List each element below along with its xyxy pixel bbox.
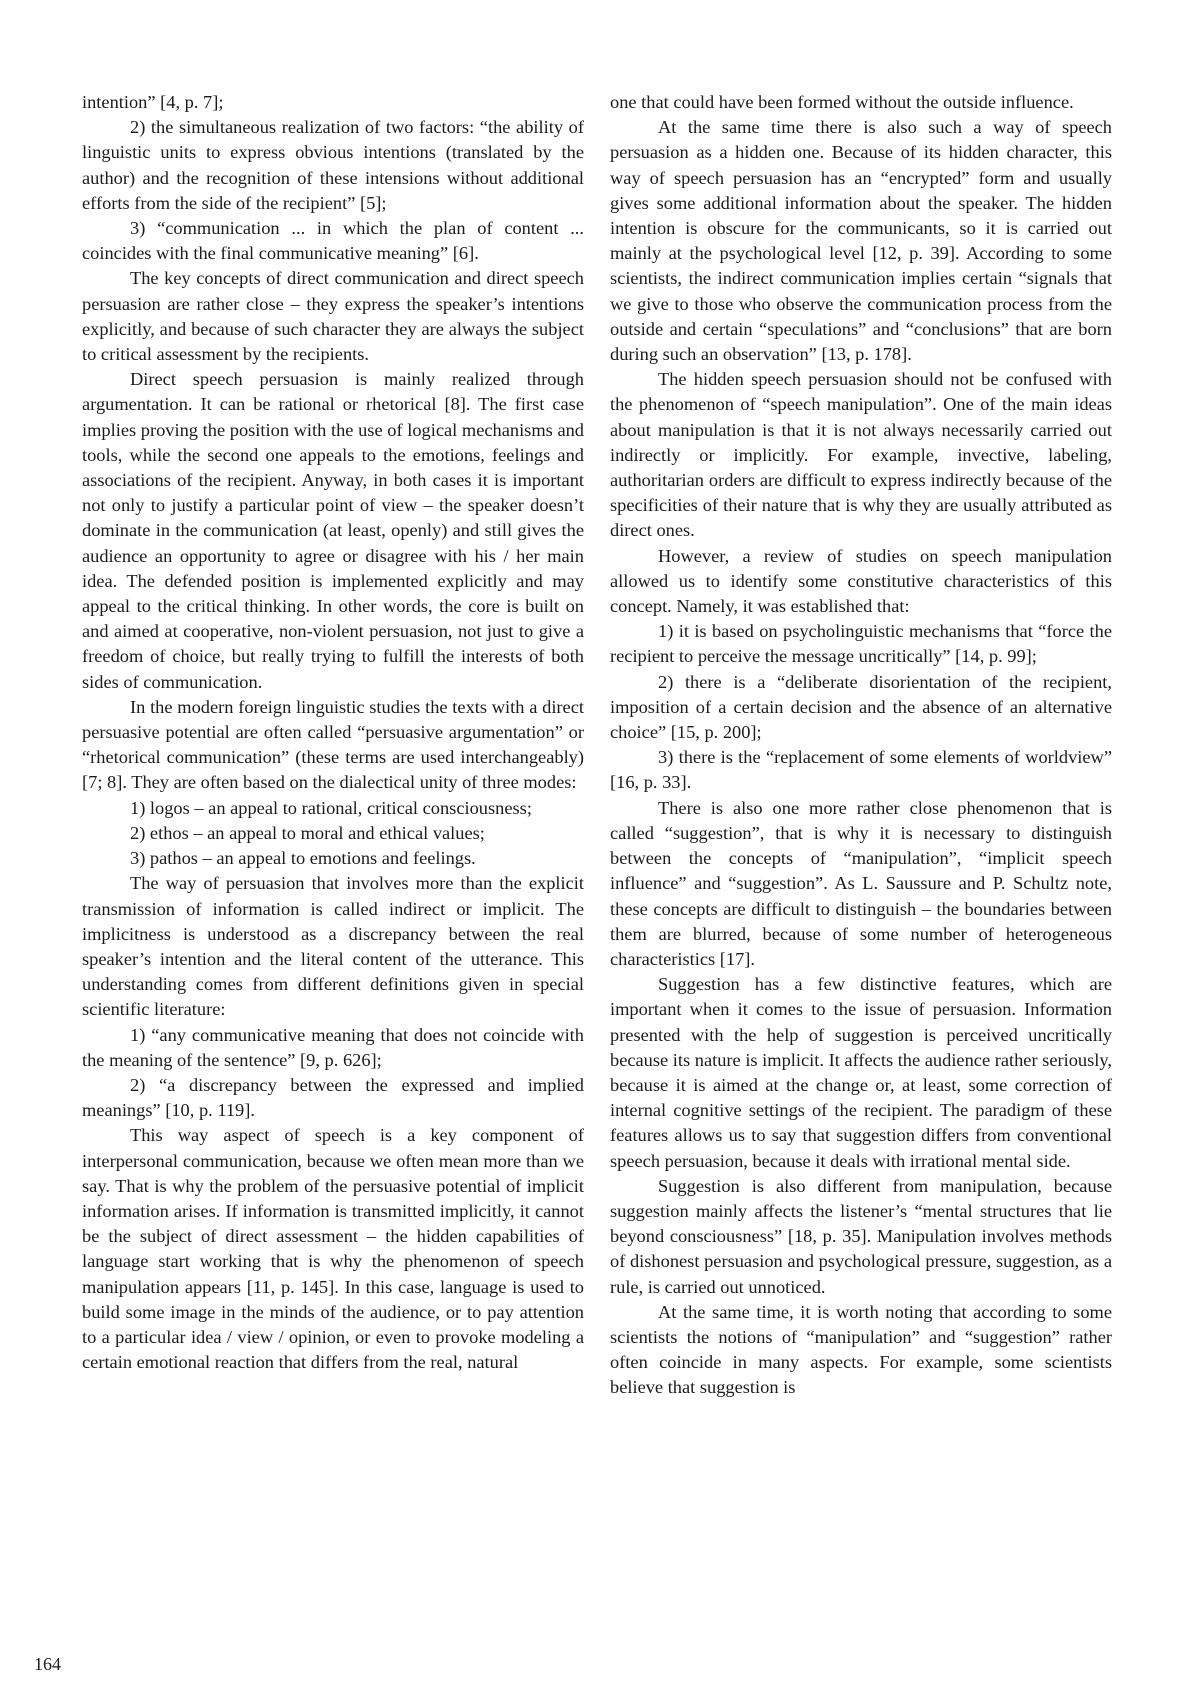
paragraph: This way aspect of speech is a key component of interpersonal communication, because we often mean more than we say. That is why the problem of the persuasive potential of implicit information arises. If information is transmitted implicitly, it cannot be the subject of direct assessment – the hidden capabilities of language start working that is why the phenomenon of speech manipulation appears [11, p. 145]. In this case, language is used to build some image in the minds of the audience, or to pay attention to a particular idea / view / opinion, or even to provoke modeling a certain emotional reaction that differs from the real, natural bbox=[82, 1125, 584, 1373]
list-item: 1) logos – an appeal to rational, critical consciousness; bbox=[130, 797, 532, 818]
paragraph: 3) “communication ... in which the plan of content ... coincides with the final communicative meaning” [6]. bbox=[82, 218, 584, 264]
paragraph: Direct speech persuasion is mainly realized through argumentation. It can be rational or rhetorical [8]. The first case implies proving the position with the use of logical mechanisms and tools, while the second one appeals to the emotions, feelings and associations of the recipient. Anyway, in both cases it is important not only to justify a particular point of view – the speaker doesn’t dominate in the communication (at least, openly) and still gives the audience an opportunity to agree or disagree with his / her main idea. The defended position is implemented explicitly and may appeal to the critical thinking. In other words, the core is built on and aimed at cooperative, non-violent persuasion, not just to give a freedom of choice, but really trying to fulfill the interests of both sides of communication. bbox=[82, 369, 584, 692]
list-item: 3) there is the “replacement of some elements of worldview” [16, p. 33]. bbox=[610, 747, 1112, 793]
paragraph: The hidden speech persuasion should not be confused with the phenomenon of “speech manipulation”. One of the main ideas about manipulation is that it is not always necessarily carried out indirectly or implicitly. For example, invective, labeling, authoritarian orders are difficult to express indirectly because of the specificities of their nature that is why they are usually attributed as direct ones. bbox=[610, 369, 1112, 541]
list-item: 1) “any communicative meaning that does not coincide with the meaning of the sentence” [9, p. 626]; bbox=[82, 1024, 584, 1070]
left-column bbox=[82, 90, 584, 1640]
list-item: 3) pathos – an appeal to emotions and feelings. bbox=[130, 848, 476, 869]
paragraph: However, a review of studies on speech manipulation allowed us to identify some constitutive characteristics of this concept. Namely, it was established that: bbox=[610, 545, 1112, 617]
list-item: 2) there is a “deliberate disorientation of the recipient, imposition of a certain decision and the absence of an alternative choice” [15, p. 200]; bbox=[610, 671, 1112, 743]
paragraph: intention” [4, p. 7]; bbox=[82, 92, 224, 112]
paragraph: The way of persuasion that involves more than the explicit transmission of information is called indirect or implicit. The implicitness is understood as a discrepancy between the real speaker’s intention and the literal content of the utterance. This understanding comes from different definitions given in special scientific literature: bbox=[82, 873, 584, 1020]
paragraph: Suggestion has a few distinctive features, which are important when it comes to the issue of persuasion. Information presented with the help of suggestion is perceived uncritically because its nature is implicit. It affects the audience rather seriously, because it is aimed at the change or, at least, some correction of internal cognitive settings of the recipient. The paradigm of these features allows us to say that suggestion differs from conventional speech persuasion, because it deals with irrational mental side. bbox=[610, 974, 1112, 1171]
list-item: 2) ethos – an appeal to moral and ethical values; bbox=[130, 822, 485, 843]
paragraph: In the modern foreign linguistic studies the texts with a direct persuasive potential are often called “persuasive argumentation” or “rhetorical communication” (these terms are used interchangeably) [7; 8]. They are often based on the dialectical unity of three modes: bbox=[82, 696, 584, 793]
paragraph: The key concepts of direct communication and direct speech persuasion are rather close – they express the speaker’s intentions explicitly, and because of such character they are always the subject to critical assessment by the recipients. bbox=[82, 268, 584, 365]
paragraph: At the same time, it is worth noting that according to some scientists the notions of “manipulation” and “suggestion” rather often coincide in many aspects. For example, some scientists believe that suggestion is bbox=[610, 1301, 1112, 1398]
paragraph: At the same time there is also such a way of speech persuasion as a hidden one. Because of its hidden character, this way of speech persuasion has an “encrypted” form and usually gives some additional information about the speaker. The hidden intention is obscure for the communicants, so it is carried out mainly at the psychological level [12, p. 39]. According to some scientists, the indirect communication implies certain “signals that we give to those who observe the communication process from the outside and certain “speculations” and “conclusions” that are born during such an observation” [13, p. 178]. bbox=[610, 117, 1112, 365]
paragraph: 2) the simultaneous realization of two factors: “the ability of linguistic units to express obvious intentions (translated by the author) and the recognition of these intensions without additional efforts from the side of the recipient” [5]; bbox=[82, 117, 584, 213]
page-number: 164 bbox=[34, 1654, 61, 1674]
paragraph: There is also one more rather close phenomenon that is called “suggestion”, that is why it is necessary to distinguish between the concepts of “manipulation”, “implicit speech influence” and “suggestion”. As L. Saussure and P. Schultz note, these concepts are difficult to distinguish – the boundaries between them are blurred, because of some number of heterogeneous characteristics [17]. bbox=[610, 797, 1112, 969]
list-item: 2) “a discrepancy between the expressed and implied meanings” [10, p. 119]. bbox=[82, 1074, 584, 1121]
right-column bbox=[610, 90, 1112, 1640]
page bbox=[82, 90, 1112, 1640]
paragraph: Suggestion is also different from manipulation, because suggestion mainly affects the listener’s “mental structures that lie beyond consciousness” [18, p. 35]. Manipulation involves methods of dishonest persuasion and psychological pressure, suggestion, as a rule, is carried out unnoticed. bbox=[610, 1175, 1112, 1297]
list-item: 1) it is based on psycholinguistic mechanisms that “force the recipient to perceive the message uncritically” [14, p. 99]; bbox=[610, 621, 1112, 667]
paragraph: one that could have been formed without the outside influence. bbox=[610, 92, 1074, 112]
